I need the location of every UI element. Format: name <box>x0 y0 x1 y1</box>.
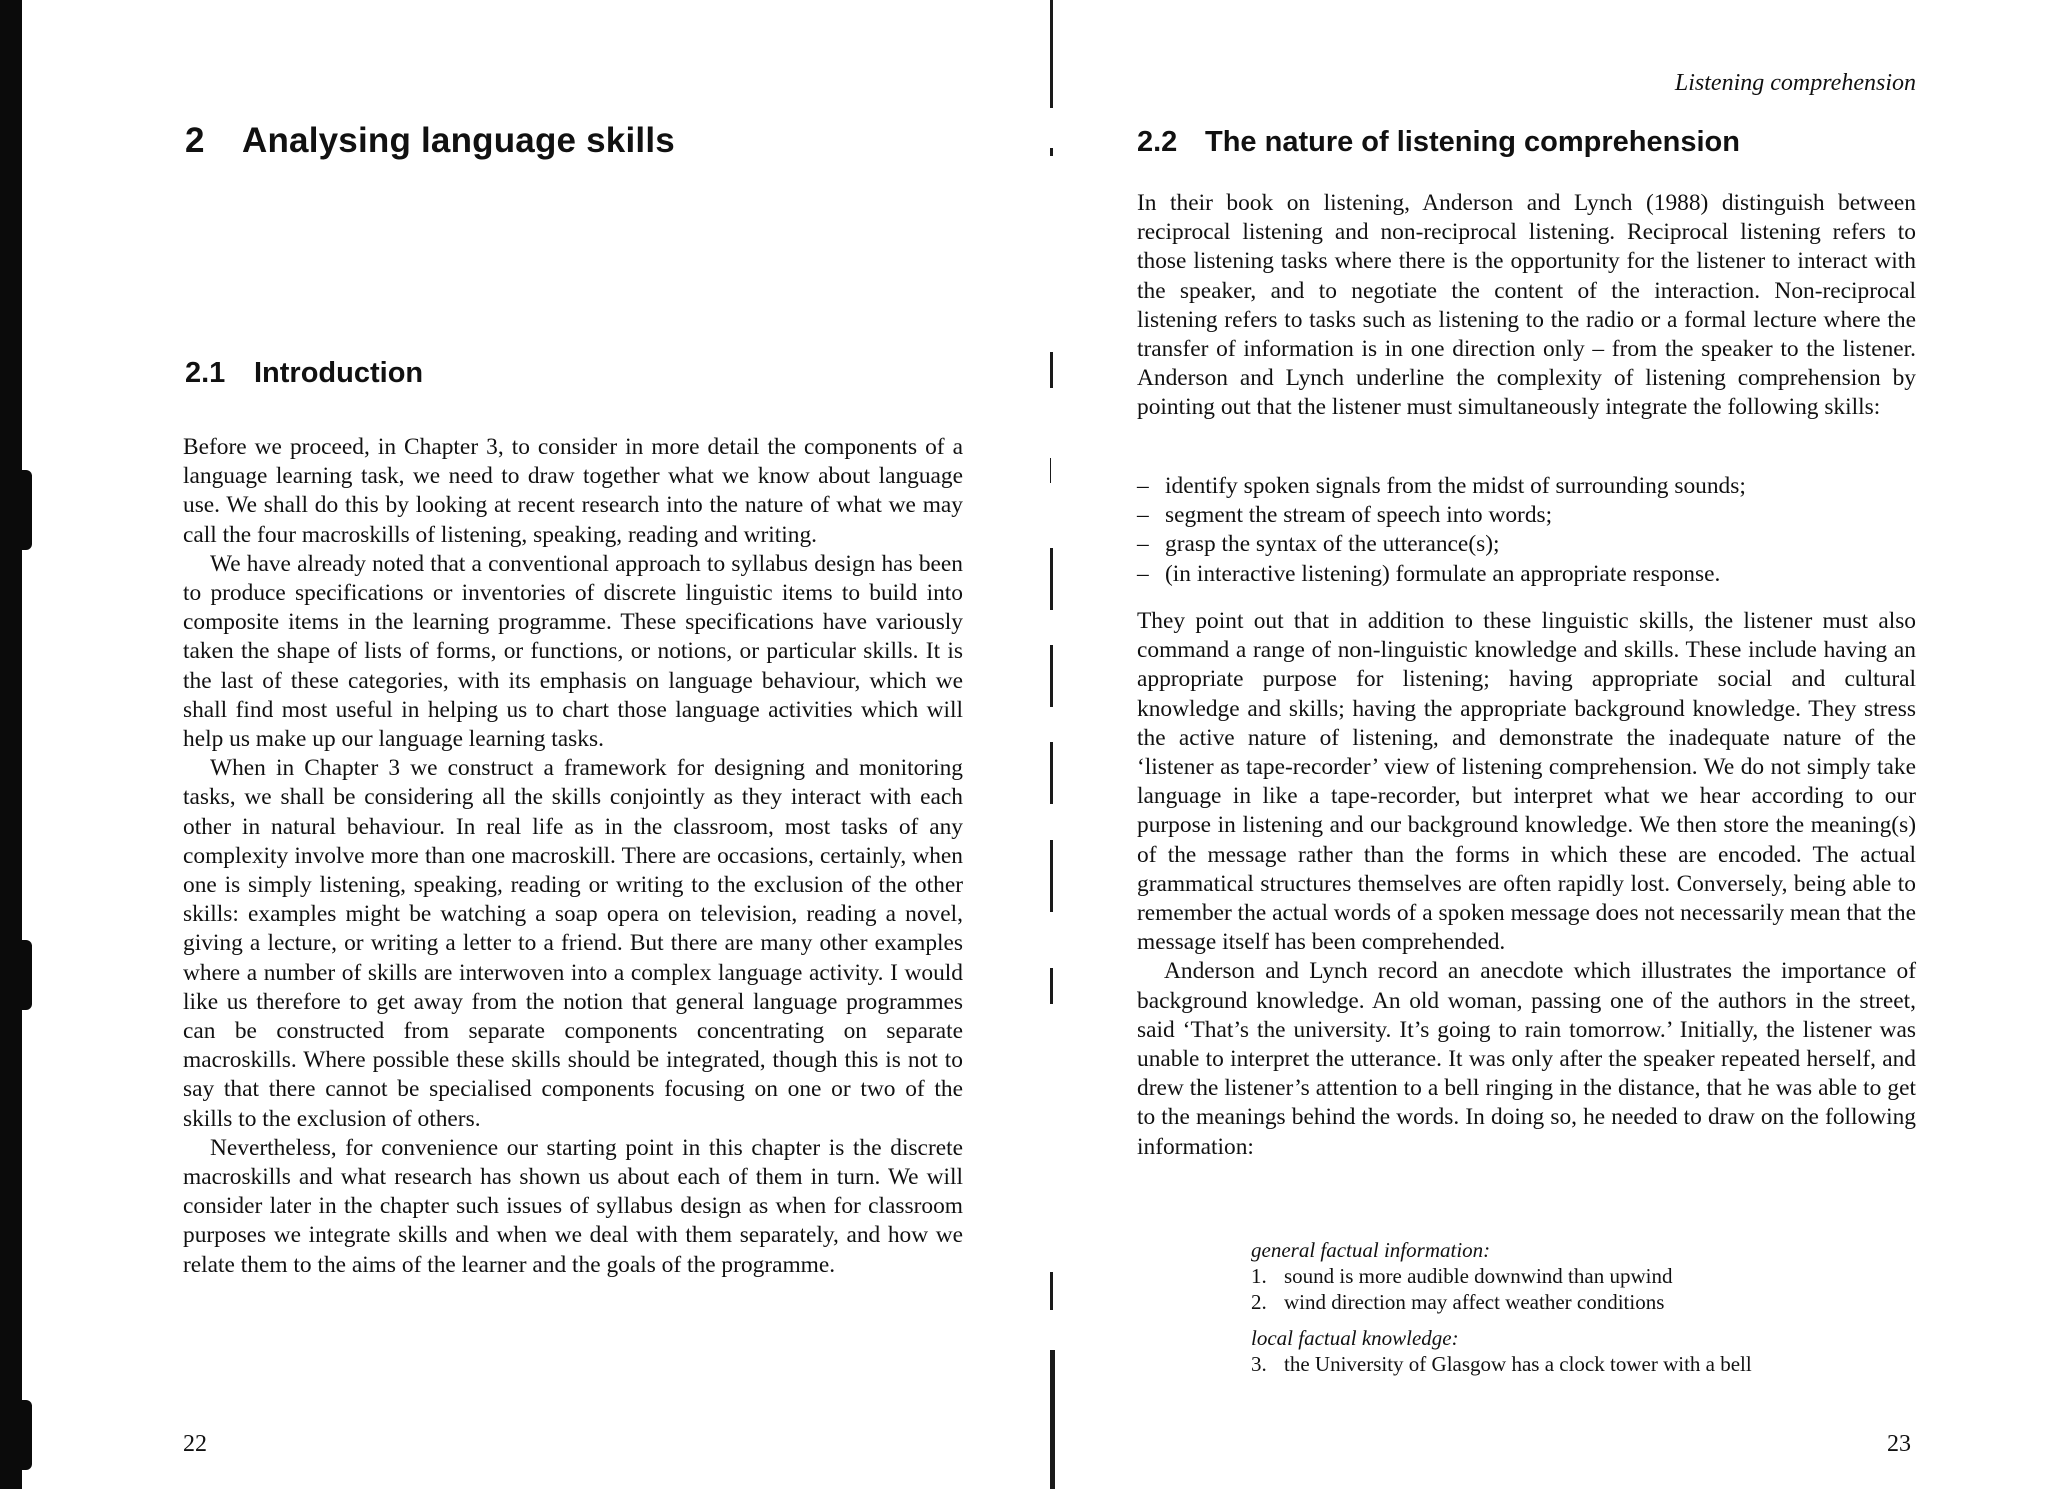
paragraph: They point out that in addition to these linguistic skills, the listener must also command a range of non-linguistic knowledge and skills. These include having an appropriate purpose for listening; having appropriate social and cultural knowledge and skills; having the appropriate background knowledge. They stress the active nature of listening, and demonstrate the inadequate nature of the ‘listener as tape-recorder’ view of listening comprehension. We do not simply take language in like a tape-recorder, but interpret what we hear according to our purpose in listening and our background knowledge. We then store the meaning(s) of the message rather than the forms in which these are encoded. The actual grammatical structures themselves are often rapidly lost. Conversely, being able to remember the actual words of a spoken message does not necessarily mean that the message itself has been comprehended. <box>1137 608 1916 956</box>
paragraph: When in Chapter 3 we construct a framework for designing and monitoring tasks, we shall be considering all the skills conjointly as they interact with each other in natural behaviour. In real life as in the classroom, most tasks of any complexity involve more than one macroskill. There are occasions, certainly, when one is simply listening, speaking, reading or writing to the exclusion of the other skills: examples might be watching a soap opera on television, reading a novel, giving a lecture, or writing a letter to a friend. But there are many other examples where a number of skills are interwoven into a complex language activity. I would like us therefore to get away from the notion that general language programmes can be constructed from separate components concentrating on separate macroskills. Where possible these skills should be integrated, though this is not to say that there cannot be specialised components focusing on one or two of the skills to the exclusion of others. <box>183 755 963 1132</box>
section-number: 2.1 <box>185 357 226 389</box>
general-information-heading: general factual information: <box>1251 1238 1491 1262</box>
page-number: 22 <box>183 1431 207 1457</box>
chapter-number: 2 <box>185 121 205 160</box>
listening-intro <box>1137 189 1916 423</box>
dash-bullet: – <box>1137 502 1149 529</box>
listening-skills-list <box>1137 472 1937 589</box>
general-information-list <box>1251 1264 1811 1315</box>
item-number: 2. <box>1251 1289 1267 1314</box>
paragraph: We have already noted that a conventional approach to syllabus design has been to produce specifications or inventories of discrete linguistic items to build into composite items in the learning programme. These specifications have variously taken the shape of lists of forms, or functions, or notions, or particular skills. It is the last of these categories, with its emphasis on language behaviour, which we shall find most useful in helping us to chart those language activities which will help us make up our language learning tasks. <box>183 550 963 753</box>
chapter-title: Analysing language skills <box>242 121 675 160</box>
list-item <box>1137 501 1937 530</box>
section-title: Introduction <box>254 357 424 389</box>
list-item-text: (in interactive listening) formulate an appropriate response. <box>1165 560 1721 587</box>
listening-body <box>1137 607 1916 1162</box>
list-item-text: sound is more audible downwind than upwind <box>1284 1264 1673 1288</box>
dash-bullet: – <box>1137 560 1149 587</box>
list-item <box>1251 1352 1781 1378</box>
list-item-text: identify spoken signals from the midst of surrounding sounds; <box>1165 473 1746 499</box>
running-head: Listening comprehension <box>1674 70 1916 96</box>
list-item <box>1137 530 1937 559</box>
item-number: 3. <box>1251 1352 1267 1376</box>
list-item <box>1251 1290 1811 1316</box>
list-item-text: segment the stream of speech into words; <box>1165 502 1553 529</box>
section-number: 2.2 <box>1137 126 1178 158</box>
information-list <box>1251 1237 1811 1388</box>
list-item <box>1251 1264 1811 1290</box>
paragraph: In their book on listening, Anderson and Lynch (1988) distinguish between reciprocal listening and non-reciprocal listening. Reciprocal listening refers to those listening tasks where there is the opportunity for the listener to interact with the speaker, and to negotiate the content of the interaction. Non-reciprocal listening refers to tasks such as listening to the radio or a formal lecture where the transfer of information is in one direction only – from the speaker to the listener. Anderson and Lynch underline the complexity of listening comprehension by pointing out that the listener must simultaneously integrate the following skills: <box>1137 190 1916 421</box>
list-item <box>1137 560 1937 589</box>
list-item-text: the University of Glasgow has a clock tower with a bell <box>1284 1352 1752 1376</box>
item-number: 1. <box>1251 1264 1267 1288</box>
section-title: The nature of listening comprehension <box>1205 126 1740 158</box>
list-item-text: wind direction may affect weather conditions <box>1284 1289 1665 1314</box>
paragraph: Before we proceed, in Chapter 3, to consider in more detail the components of a language learning task, we need to draw together what we know about language use. We shall do this by looking at recent research into the nature of what we may call the four macroskills of listening, speaking, reading and writing. <box>183 434 963 548</box>
list-item <box>1137 472 1937 501</box>
introduction-body <box>183 433 963 1280</box>
dash-bullet: – <box>1137 531 1149 558</box>
local-knowledge-heading: local factual knowledge: <box>1251 1326 1459 1350</box>
paragraph: Nevertheless, for convenience our starting point in this chapter is the discrete macroskills and what research has shown us about each of them in turn. We will consider later in the chapter such issues of syllabus design as when for classroom purposes we integrate skills and when we deal with them separately, and how we relate them to the aims of the learner and the goals of the programme. <box>183 1134 963 1278</box>
list-item-text: grasp the syntax of the utterance(s); <box>1165 531 1500 558</box>
paragraph: Anderson and Lynch record an anecdote which illustrates the importance of background knowledge. An old woman, passing one of the authors in the street, said ‘That’s the university. It’s going to rain tomorrow.’ Initially, the listener was unable to interpret the utterance. It was only after the speaker repeated herself, and drew the listener’s attention to a bell ringing in the distance, that he was able to get to the meanings behind the words. In doing so, he needed to draw on the following information: <box>1137 958 1916 1160</box>
local-knowledge-list <box>1251 1352 1781 1378</box>
page-number: 23 <box>1887 1431 1911 1457</box>
dash-bullet: – <box>1137 473 1149 499</box>
